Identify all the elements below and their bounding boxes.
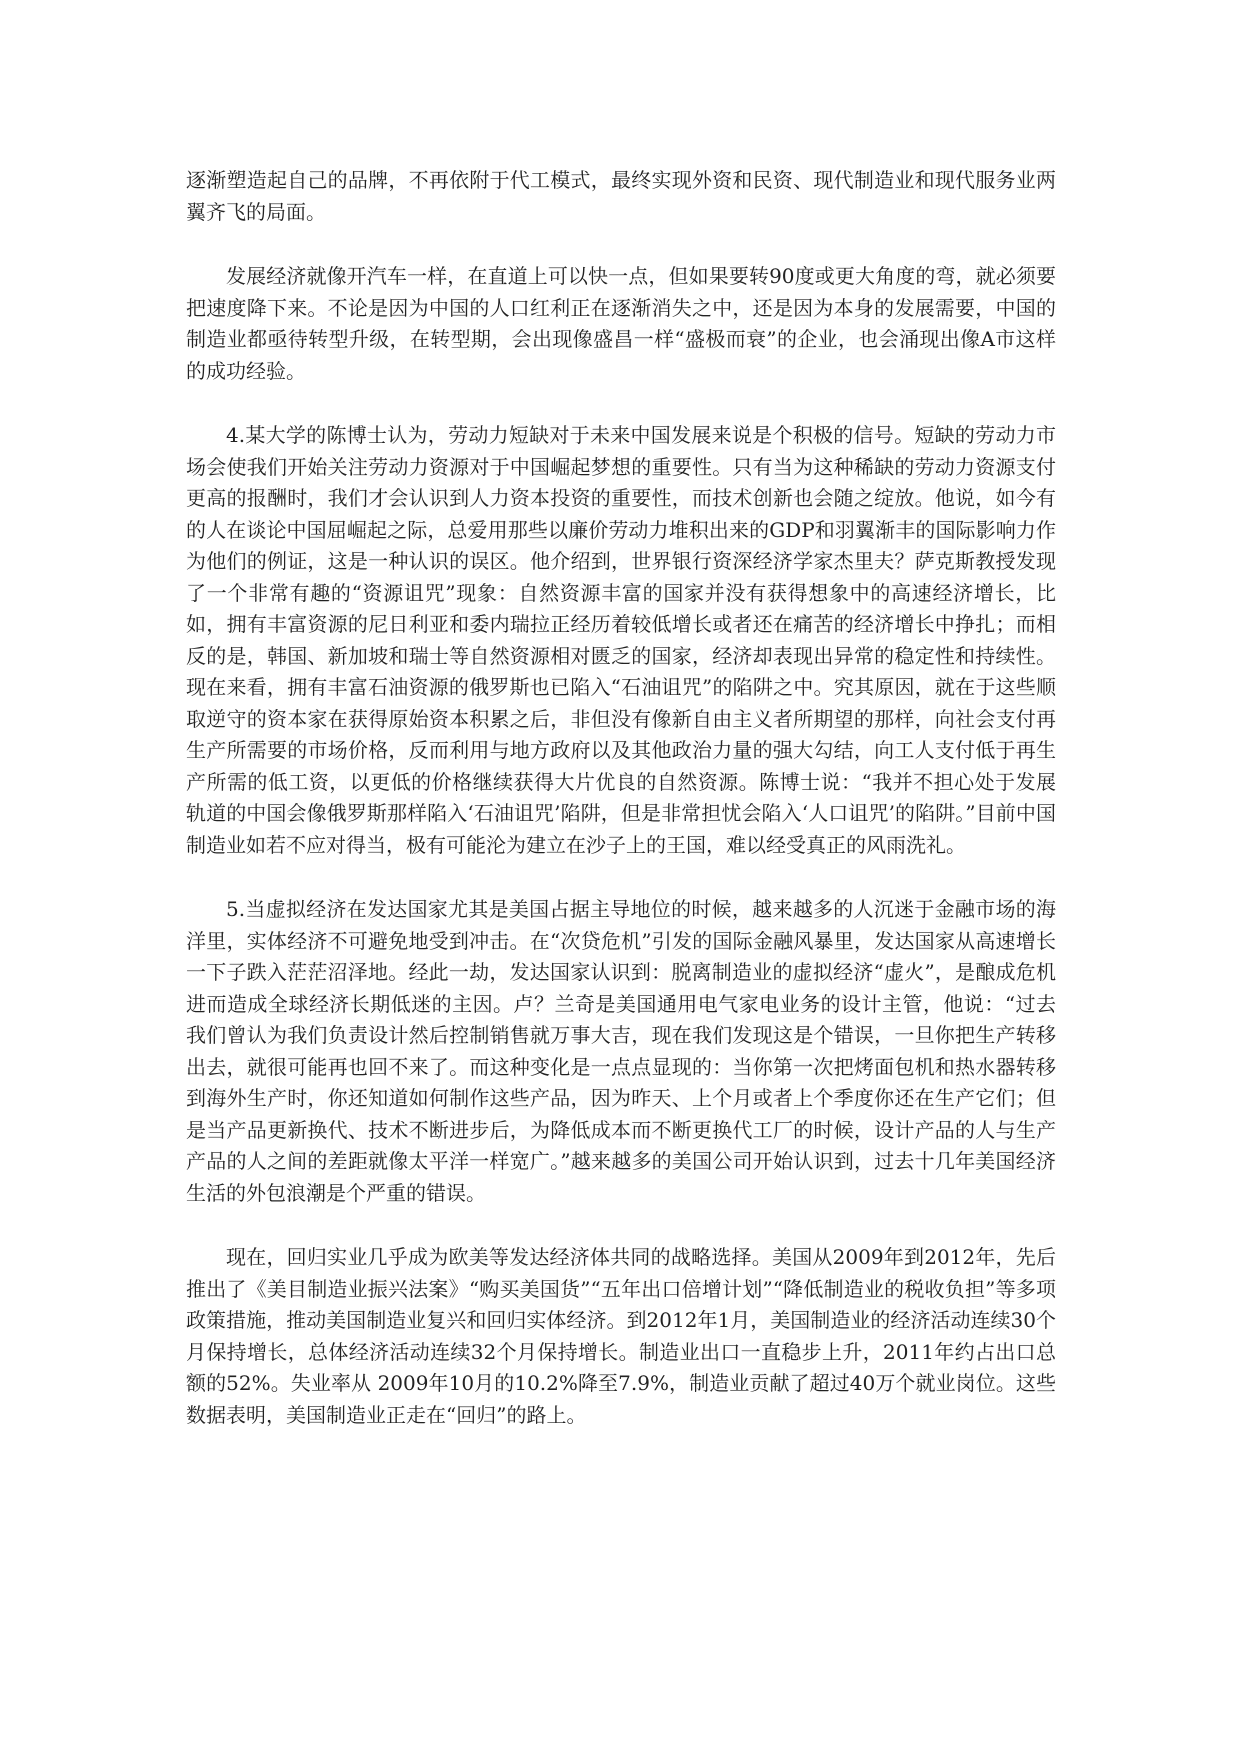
paragraph-continuation: 逐渐塑造起自己的品牌，不再依附于代工模式，最终实现外资和民资、现代制造业和现代服务业两翼齐飞的局面。 <box>186 168 1056 224</box>
paragraph-driving-analogy: 发展经济就像开汽车一样，在直道上可以快一点，但如果要转90度或更大角度的弯，就必须要把速度降下来。不论是因为中国的人口红利正在逐渐消失之中，还是因为本身的发展需要，中国的制造业都亟待转型升级，在转型期，会出现像盛昌一样“盛极而衰”的企业，也会涌现出像A市这样的成功经验。 <box>186 264 1056 383</box>
paragraph-item-4: 4.某大学的陈博士认为，劳动力短缺对于未来中国发展来说是个积极的信号。短缺的劳动力市场会使我们开始关注劳动力资源对于中国崛起梦想的重要性。只有当为这种稀缺的劳动力资源支付更高的报酬时，我们才会认识到人力资本投资的重要性，而技术创新也会随之绽放。他说，如今有的人在谈论中国屈崛起之际，总爱用那些以廉价劳动力堆积出来的GDP和羽翼渐丰的国际影响力作为他们的例证，这是一种认识的误区。他介绍到，世界银行资深经济学家杰里夫？萨克斯教授发现了一个非常有趣的“资源诅咒”现象：自然资源丰富的国家并没有获得想象中的高速经济增长，比如，拥有丰富资源的尼日利亚和委内瑞拉正经历着较低增长或者还在痛苦的经济增长中挣扎；而相反的是，韩国、新加坡和瑞士等自然资源相对匮乏的国家，经济却表现出异常的稳定性和持续性。现在来看，拥有丰富石油资源的俄罗斯也已陷入“石油诅咒”的陷阱之中。究其原因，就在于这些顺取逆守的资本家在获得原始资本积累之后，非但没有像新自由主义者所期望的那样，向社会支付再生产所需要的市场价格，反而利用与地方政府以及其他政治力量的强大勾结，向工人支付低于再生产所需的低工资，以更低的价格继续获得大片优良的自然资源。陈博士说：“我并不担心处于发展轨道的中国会像俄罗斯那样陷入‘石油诅咒’陷阱，但是非常担忧会陷入‘人口诅咒’的陷阱。”目前中国制造业如若不应对得当，极有可能沦为建立在沙子上的王国，难以经受真正的风雨洗礼。 <box>186 423 1056 857</box>
paragraph-reindustrialization: 现在，回归实业几乎成为欧美等发达经济体共同的战略选择。美国从2009年到2012年，先后推出了《美目制造业振兴法案》“购买美国货”“五年出口倍增计划”“降低制造业的税收负担”等多项政策措施，推动美国制造业复兴和回归实体经济。到2012年1月，美国制造业的经济活动连续30个月保持增长，总体经济活动连续32个月保持增长。制造业出口一直稳步上升，2011年约占出口总额的52%。失业率从 2009年10月的10.2%降至7.9%，制造业贡献了超过40万个就业岗位。这些数据表明，美国制造业正走在“回归”的路上。 <box>186 1245 1056 1427</box>
paragraph-item-5: 5.当虚拟经济在发达国家尤其是美国占据主导地位的时候，越来越多的人沉迷于金融市场的海洋里，实体经济不可避免地受到冲击。在“次贷危机”引发的国际金融风暴里，发达国家从高速增长一下子跌入茫茫沼泽地。经此一劫，发达国家认识到：脱离制造业的虚拟经济“虚火”，是酿成危机进而造成全球经济长期低迷的主因。卢？兰奇是美国通用电气家电业务的设计主管，他说：“过去我们曾认为我们负责设计然后控制销售就万事大吉，现在我们发现这是个错误，一旦你把生产转移出去，就很可能再也回不来了。而这种变化是一点点显现的：当你第一次把烤面包机和热水器转移到海外生产时，你还知道如何制作这些产品，因为昨天、上个月或者上个季度你还在生产它们；但是当产品更新换代、技术不断进步后，为降低成本而不断更换代工厂的时候，设计产品的人与生产产品的人之间的差距就像太平洋一样宽广。”越来越多的美国公司开始认识到，过去十几年美国经济生活的外包浪潮是个严重的错误。 <box>186 897 1056 1205</box>
paragraph-gap <box>186 861 1056 894</box>
paragraph-gap <box>186 387 1056 420</box>
paragraph-gap <box>186 1209 1056 1242</box>
paragraph-gap <box>186 228 1056 261</box>
document-page <box>186 165 1056 1431</box>
